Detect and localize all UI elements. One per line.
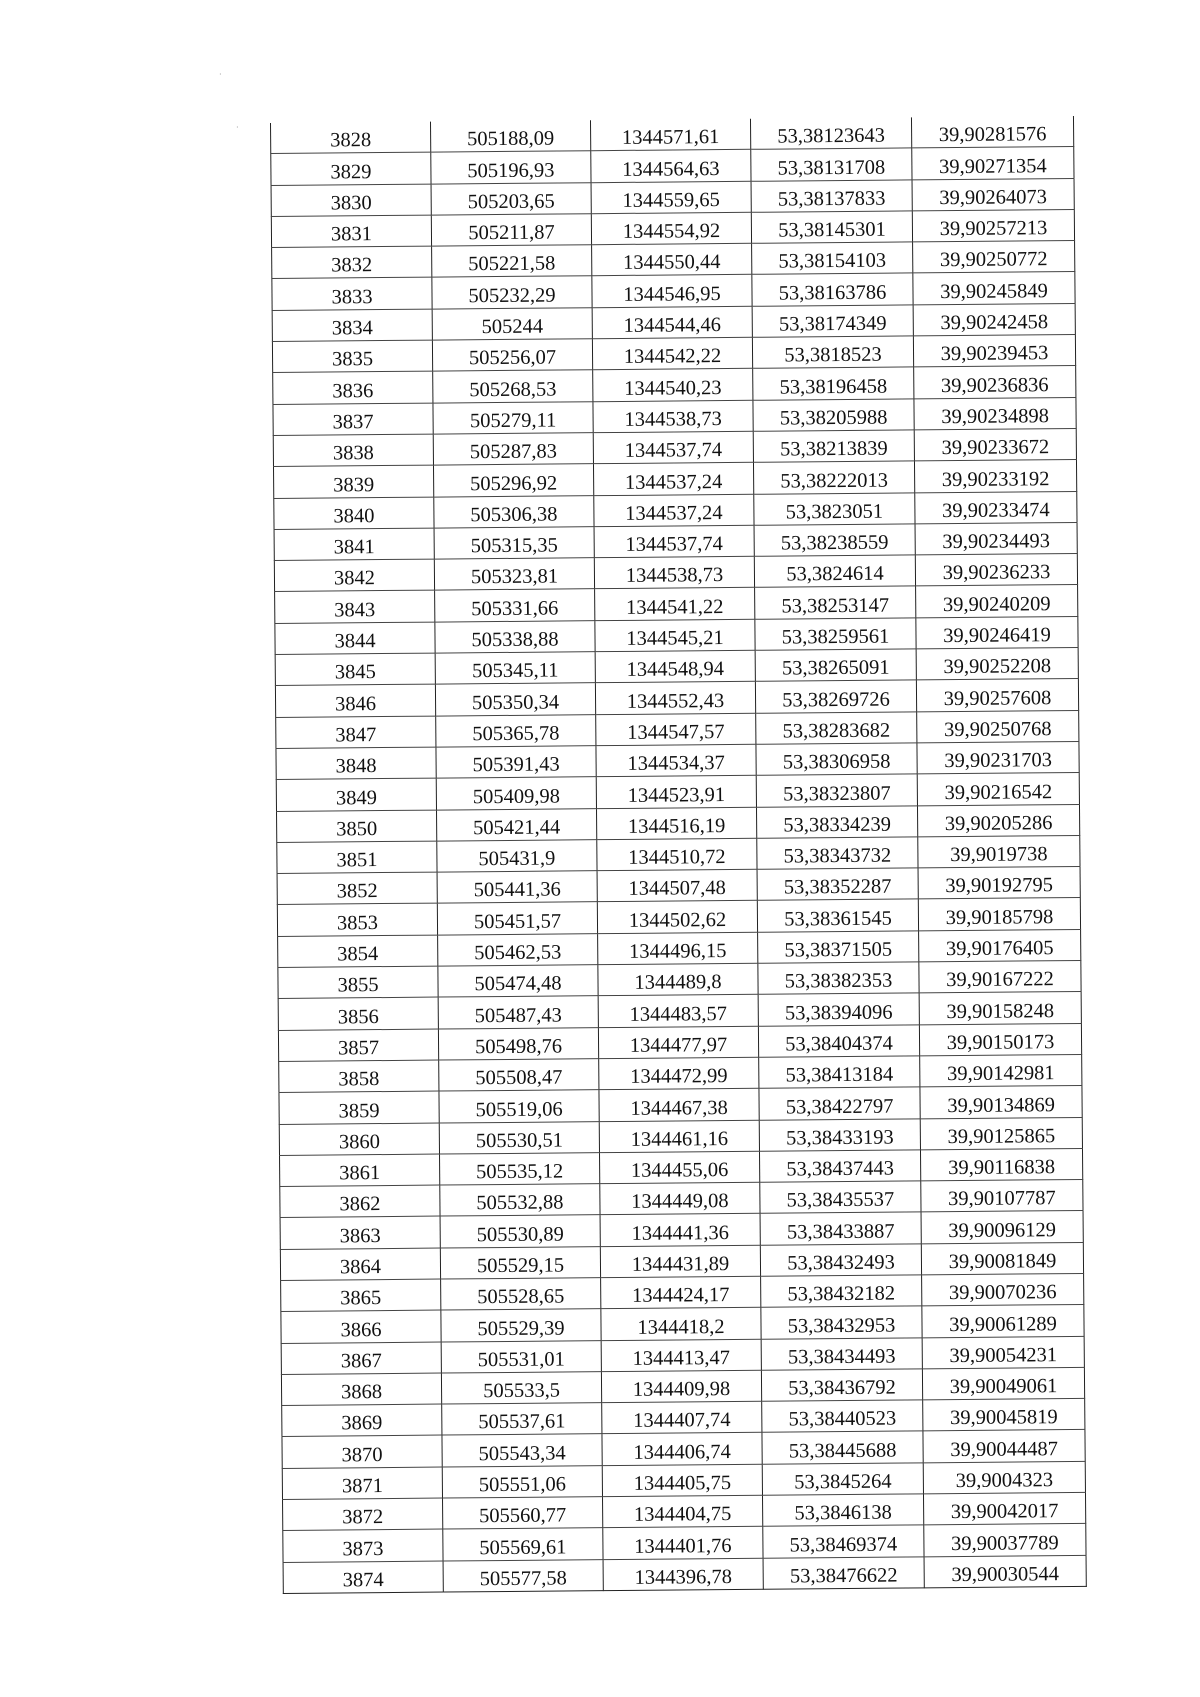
point-number-cell: 3852 xyxy=(277,872,437,905)
y-coordinate-cell: 1344407,74 xyxy=(602,1401,762,1434)
y-coordinate-cell: 1344546,95 xyxy=(592,275,752,308)
longitude-cell: 39,90257608 xyxy=(916,679,1078,712)
x-coordinate-cell: 505529,15 xyxy=(440,1246,600,1279)
latitude-cell: 53,38253147 xyxy=(755,586,916,619)
y-coordinate-cell: 1344413,47 xyxy=(601,1339,761,1372)
latitude-cell: 53,3845264 xyxy=(762,1463,923,1496)
point-number-cell: 3871 xyxy=(282,1467,442,1500)
longitude-cell: 39,90252208 xyxy=(916,648,1078,681)
x-coordinate-cell: 505508,47 xyxy=(439,1059,599,1092)
y-coordinate-cell: 1344571,61 xyxy=(590,119,750,151)
point-number-cell: 3870 xyxy=(282,1436,442,1469)
x-coordinate-cell: 505528,65 xyxy=(441,1278,601,1311)
point-number-cell: 3873 xyxy=(283,1529,443,1562)
x-coordinate-cell: 505279,11 xyxy=(433,401,593,434)
point-number-cell: 3862 xyxy=(280,1185,440,1218)
x-coordinate-cell: 505535,12 xyxy=(440,1152,600,1185)
x-coordinate-cell: 505451,57 xyxy=(437,902,597,935)
x-coordinate-cell: 505530,89 xyxy=(440,1215,600,1248)
longitude-cell: 39,90250772 xyxy=(913,241,1075,274)
point-number-cell: 3869 xyxy=(282,1404,442,1437)
x-coordinate-cell: 505221,58 xyxy=(432,245,592,278)
point-number-cell: 3829 xyxy=(271,152,431,185)
longitude-cell: 39,90236836 xyxy=(914,366,1076,399)
point-number-cell: 3859 xyxy=(279,1091,439,1124)
longitude-cell: 39,90264073 xyxy=(912,178,1074,211)
latitude-cell: 53,38283682 xyxy=(756,712,917,745)
x-coordinate-cell: 505338,88 xyxy=(435,620,595,653)
x-coordinate-cell: 505331,66 xyxy=(435,589,595,622)
y-coordinate-cell: 1344477,97 xyxy=(598,1026,758,1059)
point-number-cell: 3866 xyxy=(281,1310,441,1343)
longitude-cell: 39,90231703 xyxy=(917,741,1079,774)
y-coordinate-cell: 1344441,36 xyxy=(600,1214,760,1247)
longitude-cell: 39,90116838 xyxy=(920,1148,1082,1181)
longitude-cell: 39,90044487 xyxy=(923,1430,1085,1463)
x-coordinate-cell: 505196,93 xyxy=(431,151,591,184)
point-number-cell: 3858 xyxy=(279,1060,439,1093)
point-number-cell: 3841 xyxy=(274,528,434,561)
x-coordinate-cell: 505498,76 xyxy=(438,1027,598,1060)
longitude-cell: 39,90158248 xyxy=(919,992,1081,1025)
y-coordinate-cell: 1344401,76 xyxy=(603,1527,763,1560)
longitude-cell: 39,90042017 xyxy=(923,1492,1085,1525)
point-number-cell: 3857 xyxy=(278,1029,438,1062)
y-coordinate-cell: 1344537,74 xyxy=(593,431,753,464)
longitude-cell: 39,90242458 xyxy=(913,303,1075,336)
longitude-cell: 39,90142981 xyxy=(920,1054,1082,1087)
x-coordinate-cell: 505232,29 xyxy=(432,276,592,309)
longitude-cell: 39,90233192 xyxy=(914,460,1076,493)
point-number-cell: 3839 xyxy=(273,465,433,498)
y-coordinate-cell: 1344409,98 xyxy=(601,1370,761,1403)
latitude-cell: 53,38352287 xyxy=(757,868,918,901)
y-coordinate-cell: 1344537,24 xyxy=(594,494,754,527)
longitude-cell: 39,90257213 xyxy=(912,209,1074,242)
point-number-cell: 3864 xyxy=(280,1248,440,1281)
longitude-cell: 39,90234493 xyxy=(915,522,1077,555)
y-coordinate-cell: 1344523,91 xyxy=(596,776,756,809)
longitude-cell: 39,90185798 xyxy=(918,898,1080,931)
point-number-cell: 3851 xyxy=(277,841,437,874)
point-number-cell: 3830 xyxy=(271,184,431,217)
longitude-cell: 39,90239453 xyxy=(913,335,1075,368)
latitude-cell: 53,38433193 xyxy=(759,1118,920,1151)
y-coordinate-cell: 1344554,92 xyxy=(591,212,751,245)
x-coordinate-cell: 505256,07 xyxy=(432,339,592,372)
latitude-cell: 53,38435537 xyxy=(760,1181,921,1214)
x-coordinate-cell: 505188,09 xyxy=(430,120,590,152)
x-coordinate-cell: 505268,53 xyxy=(433,370,593,403)
y-coordinate-cell: 1344483,57 xyxy=(598,995,758,1028)
longitude-cell: 39,90107787 xyxy=(921,1180,1083,1213)
latitude-cell: 53,3818523 xyxy=(752,336,913,369)
longitude-cell: 39,9004323 xyxy=(923,1461,1085,1494)
longitude-cell: 39,90134869 xyxy=(920,1086,1082,1119)
latitude-cell: 53,38394096 xyxy=(758,993,919,1026)
longitude-cell: 39,90240209 xyxy=(916,585,1078,618)
latitude-cell: 53,38265091 xyxy=(755,649,916,682)
longitude-cell: 39,90234898 xyxy=(914,397,1076,430)
longitude-cell: 39,90045819 xyxy=(923,1399,1085,1432)
latitude-cell: 53,3846138 xyxy=(762,1494,923,1527)
point-number-cell: 3860 xyxy=(279,1123,439,1156)
y-coordinate-cell: 1344461,16 xyxy=(599,1120,759,1153)
point-number-cell: 3865 xyxy=(281,1279,441,1312)
x-coordinate-cell: 505211,87 xyxy=(431,214,591,247)
longitude-cell: 39,90233474 xyxy=(915,491,1077,524)
point-number-cell: 3846 xyxy=(275,684,435,717)
x-coordinate-cell: 505530,51 xyxy=(439,1121,599,1154)
y-coordinate-cell: 1344538,73 xyxy=(593,400,753,433)
point-number-cell: 3831 xyxy=(271,215,431,248)
point-number-cell: 3872 xyxy=(283,1498,443,1531)
y-coordinate-cell: 1344467,38 xyxy=(599,1088,759,1121)
point-number-cell: 3842 xyxy=(274,559,434,592)
y-coordinate-cell: 1344550,44 xyxy=(592,243,752,276)
latitude-cell: 53,38269726 xyxy=(755,680,916,713)
y-coordinate-cell: 1344534,37 xyxy=(596,744,756,777)
latitude-cell: 53,38432493 xyxy=(760,1244,921,1277)
y-coordinate-cell: 1344406,74 xyxy=(602,1433,762,1466)
latitude-cell: 53,38469374 xyxy=(763,1525,924,1558)
latitude-cell: 53,38432953 xyxy=(761,1306,922,1339)
latitude-cell: 53,38123643 xyxy=(750,117,911,149)
y-coordinate-cell: 1344502,62 xyxy=(597,901,757,934)
latitude-cell: 53,38422797 xyxy=(759,1087,920,1120)
x-coordinate-cell: 505531,01 xyxy=(441,1340,601,1373)
point-number-cell: 3848 xyxy=(276,747,436,780)
latitude-cell: 53,38213839 xyxy=(753,430,914,463)
y-coordinate-cell: 1344431,89 xyxy=(600,1245,760,1278)
point-number-cell: 3828 xyxy=(270,122,430,154)
point-number-cell: 3855 xyxy=(278,966,438,999)
point-number-cell: 3849 xyxy=(276,778,436,811)
longitude-cell: 39,90246419 xyxy=(916,616,1078,649)
y-coordinate-cell: 1344547,57 xyxy=(596,713,756,746)
y-coordinate-cell: 1344496,15 xyxy=(598,932,758,965)
point-number-cell: 3833 xyxy=(272,278,432,311)
latitude-cell: 53,38137833 xyxy=(751,179,912,212)
point-number-cell: 3861 xyxy=(280,1154,440,1187)
y-coordinate-cell: 1344424,17 xyxy=(601,1276,761,1309)
point-number-cell: 3844 xyxy=(275,622,435,655)
point-number-cell: 3837 xyxy=(273,403,433,436)
latitude-cell: 53,38259561 xyxy=(755,618,916,651)
longitude-cell: 39,90061289 xyxy=(922,1305,1084,1338)
y-coordinate-cell: 1344396,78 xyxy=(603,1558,763,1591)
x-coordinate-cell: 505543,34 xyxy=(442,1434,602,1467)
x-coordinate-cell: 505560,77 xyxy=(443,1497,603,1530)
y-coordinate-cell: 1344404,75 xyxy=(603,1495,763,1528)
longitude-cell: 39,90176405 xyxy=(919,929,1081,962)
longitude-cell: 39,90245849 xyxy=(913,272,1075,305)
latitude-cell: 53,38196458 xyxy=(753,367,914,400)
point-number-cell: 3874 xyxy=(283,1561,443,1594)
y-coordinate-cell: 1344455,06 xyxy=(599,1151,759,1184)
x-coordinate-cell: 505431,9 xyxy=(437,840,597,873)
x-coordinate-cell: 505462,53 xyxy=(438,933,598,966)
longitude-cell: 39,90150173 xyxy=(919,1023,1081,1056)
longitude-cell: 39,90070236 xyxy=(922,1273,1084,1306)
x-coordinate-cell: 505421,44 xyxy=(436,808,596,841)
point-number-cell: 3853 xyxy=(277,903,437,936)
latitude-cell: 53,3823051 xyxy=(754,492,915,525)
longitude-cell: 39,90281576 xyxy=(911,116,1073,148)
x-coordinate-cell: 505345,11 xyxy=(435,652,595,685)
y-coordinate-cell: 1344418,2 xyxy=(601,1308,761,1341)
x-coordinate-cell: 505537,61 xyxy=(442,1403,602,1436)
latitude-cell: 53,38306958 xyxy=(756,743,917,776)
y-coordinate-cell: 1344537,74 xyxy=(594,525,754,558)
y-coordinate-cell: 1344489,8 xyxy=(598,963,758,996)
y-coordinate-cell: 1344541,22 xyxy=(595,588,755,621)
point-number-cell: 3847 xyxy=(276,716,436,749)
x-coordinate-cell: 505519,06 xyxy=(439,1090,599,1123)
latitude-cell: 53,38371505 xyxy=(758,931,919,964)
x-coordinate-cell: 505487,43 xyxy=(438,996,598,1029)
latitude-cell: 53,38334239 xyxy=(756,805,917,838)
longitude-cell: 39,90037789 xyxy=(924,1524,1086,1557)
x-coordinate-cell: 505323,81 xyxy=(434,558,594,591)
y-coordinate-cell: 1344545,21 xyxy=(595,619,755,652)
x-coordinate-cell: 505306,38 xyxy=(434,495,594,528)
longitude-cell: 39,90271354 xyxy=(912,147,1074,180)
longitude-cell: 39,90216542 xyxy=(917,773,1079,806)
x-coordinate-cell: 505391,43 xyxy=(436,746,596,779)
scan-speck: · xyxy=(236,123,239,132)
longitude-cell: 39,90096129 xyxy=(921,1211,1083,1244)
point-number-cell: 3867 xyxy=(281,1342,441,1375)
coordinates-table-container xyxy=(270,116,1086,1594)
latitude-cell: 53,38404374 xyxy=(758,1024,919,1057)
longitude-cell: 39,90250768 xyxy=(917,710,1079,743)
point-number-cell: 3832 xyxy=(272,246,432,279)
latitude-cell: 53,38205988 xyxy=(753,399,914,432)
point-number-cell: 3854 xyxy=(278,935,438,968)
x-coordinate-cell: 505529,39 xyxy=(441,1309,601,1342)
coordinates-table xyxy=(270,116,1087,1594)
y-coordinate-cell: 1344405,75 xyxy=(602,1464,762,1497)
point-number-cell: 3838 xyxy=(273,434,433,467)
latitude-cell: 53,3824614 xyxy=(754,555,915,588)
y-coordinate-cell: 1344542,22 xyxy=(592,337,752,370)
y-coordinate-cell: 1344564,63 xyxy=(591,150,751,183)
point-number-cell: 3834 xyxy=(272,309,432,342)
latitude-cell: 53,38437443 xyxy=(759,1150,920,1183)
longitude-cell: 39,90205286 xyxy=(917,804,1079,837)
latitude-cell: 53,38445688 xyxy=(762,1431,923,1464)
point-number-cell: 3836 xyxy=(273,371,433,404)
x-coordinate-cell: 505474,48 xyxy=(438,965,598,998)
longitude-cell: 39,9019738 xyxy=(918,835,1080,868)
x-coordinate-cell: 505409,98 xyxy=(436,777,596,810)
longitude-cell: 39,90049061 xyxy=(922,1367,1084,1400)
y-coordinate-cell: 1344449,08 xyxy=(600,1182,760,1215)
latitude-cell: 53,38413184 xyxy=(759,1056,920,1089)
latitude-cell: 53,38163786 xyxy=(752,273,913,306)
y-coordinate-cell: 1344540,23 xyxy=(593,369,753,402)
x-coordinate-cell: 505296,92 xyxy=(433,464,593,497)
x-coordinate-cell: 505441,36 xyxy=(437,871,597,904)
latitude-cell: 53,38434493 xyxy=(761,1337,922,1370)
y-coordinate-cell: 1344548,94 xyxy=(595,650,755,683)
point-number-cell: 3845 xyxy=(275,653,435,686)
x-coordinate-cell: 505203,65 xyxy=(431,182,591,215)
x-coordinate-cell: 505532,88 xyxy=(440,1184,600,1217)
latitude-cell: 53,38432182 xyxy=(761,1275,922,1308)
longitude-cell: 39,90125865 xyxy=(920,1117,1082,1150)
latitude-cell: 53,38131708 xyxy=(751,148,912,181)
x-coordinate-cell: 505350,34 xyxy=(435,683,595,716)
x-coordinate-cell: 505577,58 xyxy=(443,1559,603,1592)
y-coordinate-cell: 1344507,48 xyxy=(597,869,757,902)
x-coordinate-cell: 505287,83 xyxy=(433,433,593,466)
longitude-cell: 39,90054231 xyxy=(922,1336,1084,1369)
y-coordinate-cell: 1344538,73 xyxy=(594,556,754,589)
latitude-cell: 53,38238559 xyxy=(754,524,915,557)
latitude-cell: 53,38222013 xyxy=(753,461,914,494)
point-number-cell: 3835 xyxy=(272,340,432,373)
x-coordinate-cell: 505569,61 xyxy=(443,1528,603,1561)
x-coordinate-cell: 505365,78 xyxy=(436,714,596,747)
latitude-cell: 53,38382353 xyxy=(758,962,919,995)
latitude-cell: 53,38440523 xyxy=(762,1400,923,1433)
latitude-cell: 53,38433887 xyxy=(760,1212,921,1245)
x-coordinate-cell: 505315,35 xyxy=(434,527,594,560)
y-coordinate-cell: 1344537,24 xyxy=(593,463,753,496)
y-coordinate-cell: 1344552,43 xyxy=(595,682,755,715)
point-number-cell: 3840 xyxy=(274,497,434,530)
latitude-cell: 53,38323807 xyxy=(756,774,917,807)
latitude-cell: 53,38145301 xyxy=(751,211,912,244)
y-coordinate-cell: 1344516,19 xyxy=(596,807,756,840)
x-coordinate-cell: 505244 xyxy=(432,307,592,340)
y-coordinate-cell: 1344559,65 xyxy=(591,181,751,214)
latitude-cell: 53,38343732 xyxy=(757,837,918,870)
point-number-cell: 3868 xyxy=(281,1373,441,1406)
latitude-cell: 53,38174349 xyxy=(752,305,913,338)
longitude-cell: 39,90030544 xyxy=(924,1555,1086,1588)
latitude-cell: 53,38361545 xyxy=(757,899,918,932)
coordinates-table-body xyxy=(270,116,1086,1593)
table-row xyxy=(283,1555,1086,1593)
scan-speck: · xyxy=(219,70,222,79)
y-coordinate-cell: 1344510,72 xyxy=(597,838,757,871)
point-number-cell: 3863 xyxy=(280,1216,440,1249)
y-coordinate-cell: 1344472,99 xyxy=(599,1057,759,1090)
longitude-cell: 39,90081849 xyxy=(921,1242,1083,1275)
point-number-cell: 3843 xyxy=(275,591,435,624)
longitude-cell: 39,90192795 xyxy=(918,867,1080,900)
longitude-cell: 39,90236233 xyxy=(915,554,1077,587)
y-coordinate-cell: 1344544,46 xyxy=(592,306,752,339)
latitude-cell: 53,38476622 xyxy=(763,1557,924,1590)
longitude-cell: 39,90233672 xyxy=(914,428,1076,461)
longitude-cell: 39,90167222 xyxy=(919,960,1081,993)
latitude-cell: 53,38436792 xyxy=(761,1369,922,1402)
point-number-cell: 3856 xyxy=(278,997,438,1030)
x-coordinate-cell: 505533,5 xyxy=(441,1372,601,1405)
x-coordinate-cell: 505551,06 xyxy=(442,1465,602,1498)
latitude-cell: 53,38154103 xyxy=(752,242,913,275)
point-number-cell: 3850 xyxy=(277,810,437,843)
